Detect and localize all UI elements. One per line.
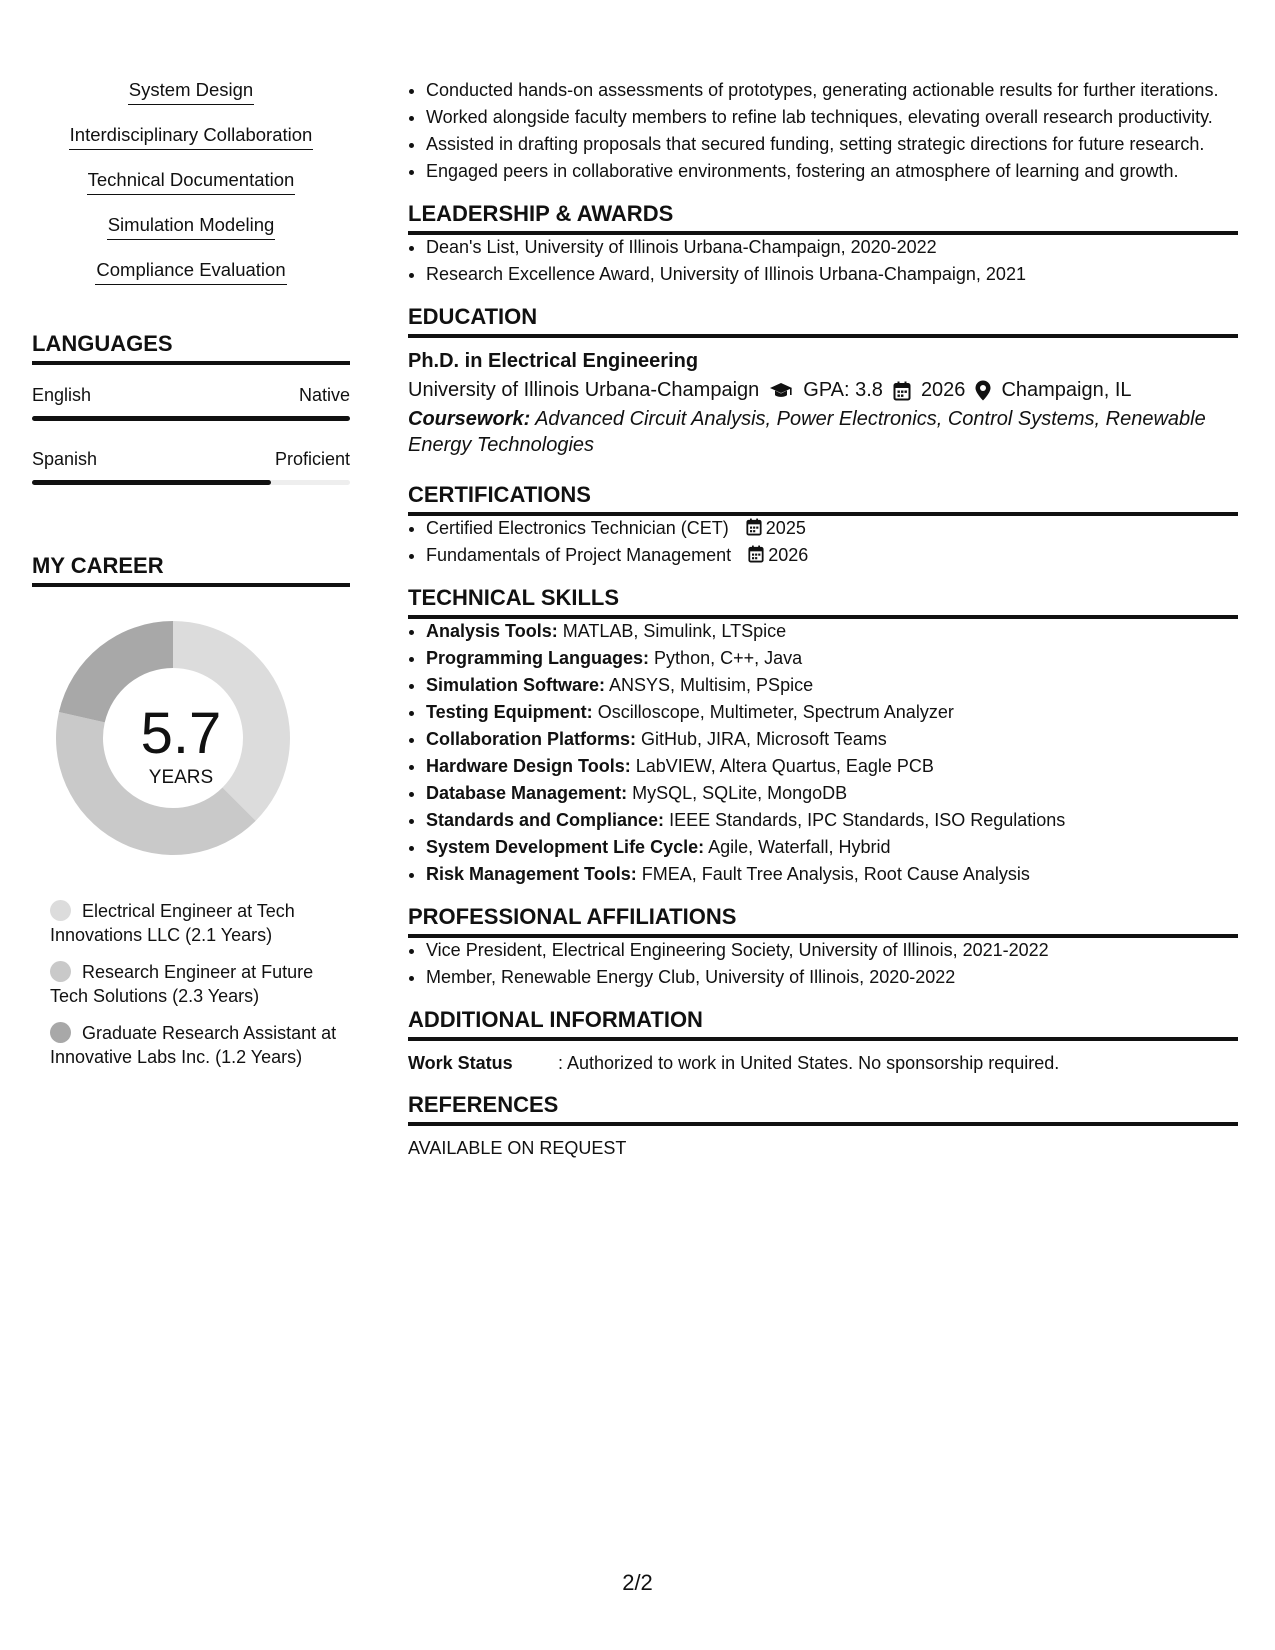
- leadership-list: [408, 235, 1238, 286]
- list-item: • Engaged peers in collaborative environments, fostering an atmosphere of learning and growth.: [426, 159, 1238, 183]
- career-donut-chart: [56, 621, 306, 871]
- skill-tag: Compliance Evaluation: [32, 258, 350, 303]
- right-column: [408, 78, 1238, 1159]
- language-proficiency-bar: [32, 480, 350, 485]
- certifications-list: [408, 516, 1238, 567]
- skill-tag: Technical Documentation: [32, 168, 350, 213]
- language-name: English: [32, 385, 92, 405]
- list-item: • Research Excellence Award, University of Illinois Urbana-Champaign, 2021: [426, 262, 1238, 286]
- career-legend: [32, 899, 350, 1069]
- career-heading: MY CAREER: [32, 553, 350, 587]
- list-item: • Hardware Design Tools: LabVIEW, Altera Quartus, Eagle PCB: [426, 754, 1238, 778]
- legend-item: [50, 899, 350, 947]
- references-heading: REFERENCES: [408, 1092, 1238, 1126]
- graduation-year: 2026: [920, 379, 966, 401]
- language-item: [32, 385, 350, 421]
- legend-label: Electrical Engineer at Tech Innovations LLC (2.1 Years): [50, 901, 295, 945]
- language-level: Proficient: [274, 449, 350, 469]
- technical-skills-list: [408, 619, 1238, 886]
- list-item: • Collaboration Platforms: GitHub, JIRA, Microsoft Teams: [426, 727, 1238, 751]
- list-item: • Simulation Software: ANSYS, Multisim, PSpice: [426, 673, 1238, 697]
- list-item: • System Development Life Cycle: Agile, Waterfall, Hybrid: [426, 835, 1238, 859]
- references-text: AVAILABLE ON REQUEST: [408, 1138, 627, 1158]
- career-section: [32, 553, 350, 1069]
- affiliations-list: [408, 938, 1238, 989]
- graduation-cap-icon: [769, 382, 793, 400]
- location-pin-icon: [975, 380, 991, 401]
- legend-label: Graduate Research Assistant at Innovative Labs Inc. (1.2 Years): [50, 1023, 337, 1067]
- legend-dot: [50, 900, 71, 921]
- coursework-label: Coursework:: [408, 408, 531, 430]
- languages-section: [32, 331, 350, 485]
- affiliations-heading: PROFESSIONAL AFFILIATIONS: [408, 904, 1238, 938]
- career-total-years: 5.7: [140, 701, 222, 766]
- list-item: • Assisted in drafting proposals that secured funding, setting strategic directions for future research.: [426, 132, 1238, 156]
- list-item: [426, 543, 1238, 567]
- language-item: [32, 449, 350, 485]
- list-item: • Database Management: MySQL, SQLite, MongoDB: [426, 781, 1238, 805]
- calendar-icon: [893, 381, 911, 401]
- career-total-unit: YEARS: [148, 767, 214, 788]
- calendar-icon: [746, 518, 762, 536]
- skills-list: [32, 78, 350, 303]
- education-entry: [408, 350, 1238, 458]
- skill-tag: Simulation Modeling: [32, 213, 350, 258]
- additional-info-heading: ADDITIONAL INFORMATION: [408, 1007, 1238, 1041]
- legend-dot: [50, 961, 71, 982]
- language-proficiency-fill: [32, 480, 271, 485]
- languages-heading: LANGUAGES: [32, 331, 350, 365]
- coursework: [408, 406, 1238, 458]
- certification-name: Fundamentals of Project Management: [426, 545, 732, 565]
- legend-item: [50, 960, 350, 1008]
- experience-bullets: [408, 78, 1238, 183]
- list-item: • Testing Equipment: Oscilloscope, Multimeter, Spectrum Analyzer: [426, 700, 1238, 724]
- legend-label: Research Engineer at Future Tech Solutions (2.3 Years): [50, 962, 314, 1006]
- certification-year: 2025: [765, 518, 806, 538]
- leadership-heading: LEADERSHIP & AWARDS: [408, 201, 1238, 235]
- certification-year: 2026: [768, 545, 809, 565]
- gpa: GPA: 3.8: [803, 379, 883, 401]
- skill-tag: System Design: [32, 78, 350, 123]
- coursework-list: Advanced Circuit Analysis, Power Electronics, Control Systems, Renewable Energy Technologies: [408, 408, 1206, 456]
- list-item: • Analysis Tools: MATLAB, Simulink, LTSpice: [426, 619, 1238, 643]
- list-item: • Programming Languages: Python, C++, Java: [426, 646, 1238, 670]
- left-column: [32, 78, 350, 1082]
- legend-dot: [50, 1022, 71, 1043]
- work-status-label: Work Status: [408, 1053, 513, 1073]
- certification-name: Certified Electronics Technician (CET): [426, 518, 729, 538]
- education-details: [408, 379, 1238, 402]
- list-item: • Standards and Compliance: IEEE Standards, IPC Standards, ISO Regulations: [426, 808, 1238, 832]
- education-heading: EDUCATION: [408, 304, 1238, 338]
- list-item: • Risk Management Tools: FMEA, Fault Tree Analysis, Root Cause Analysis: [426, 862, 1238, 886]
- work-status-value: : Authorized to work in United States. No sponsorship required.: [558, 1053, 1060, 1073]
- degree-title: Ph.D. in Electrical Engineering: [408, 350, 699, 372]
- language-proficiency-fill: [32, 416, 350, 421]
- list-item: • Member, Renewable Energy Club, University of Illinois, 2020-2022: [426, 965, 1238, 989]
- list-item: [426, 516, 1238, 540]
- list-item: • Dean's List, University of Illinois Urbana-Champaign, 2020-2022: [426, 235, 1238, 259]
- list-item: • Conducted hands-on assessments of prototypes, generating actionable results for further iterations.: [426, 78, 1238, 102]
- school-name: University of Illinois Urbana-Champaign: [408, 379, 760, 401]
- language-name: Spanish: [32, 449, 98, 469]
- work-status-row: [408, 1053, 1238, 1074]
- certifications-heading: CERTIFICATIONS: [408, 482, 1238, 516]
- language-level: Native: [298, 385, 350, 405]
- school-location: Champaign, IL: [1001, 379, 1132, 401]
- skill-tag: Interdisciplinary Collaboration: [32, 123, 350, 168]
- list-item: • Worked alongside faculty members to refine lab techniques, elevating overall research productivity.: [426, 105, 1238, 129]
- legend-item: [50, 1021, 350, 1069]
- page-number: 2/2: [622, 1570, 653, 1595]
- list-item: • Vice President, Electrical Engineering Society, University of Illinois, 2021-2022: [426, 938, 1238, 962]
- language-proficiency-bar: [32, 416, 350, 421]
- calendar-icon: [748, 545, 764, 563]
- technical-skills-heading: TECHNICAL SKILLS: [408, 585, 1238, 619]
